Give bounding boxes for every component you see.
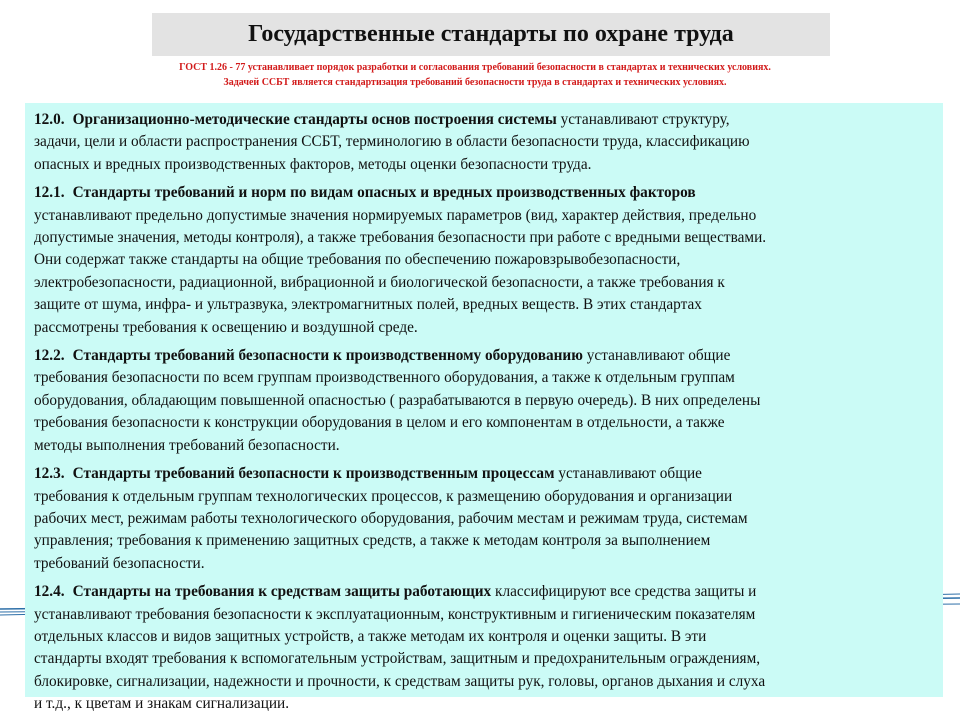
section-text-line: защите от шума, инфра- и ультразвука, электромагнитных полей, вредных веществ. В этих стандартах (34, 296, 702, 314)
section-text-line: блокировке, сигнализации, надежности и прочности, к средствам защиты рук, головы, органов дыхания и слуха (34, 672, 766, 690)
subtitle-line: ГОСТ 1.26 - 77 устанавливает порядок разработки и согласования требований безопасности в стандартах и технических условиях. (179, 62, 771, 73)
section-122-first-line (34, 345, 933, 367)
section-text-line: электробезопасности, радиационной, вибрационной и биологической безопасности, а также требования к (34, 273, 725, 291)
section-number: 12.3. (34, 465, 65, 483)
section-text: устанавливают общие (582, 347, 731, 365)
section-text-line: требования безопасности по всем группам производственного оборудования, а также к отдельным группам (34, 369, 735, 387)
section-text-line: отдельных классов и видов защитных устройств, а также методам их контроля и оценки защиты. В эти (34, 627, 707, 645)
section-text-line: Они содержат также стандарты на общие требования по обеспечению пожаровзрывобезопасности, (34, 251, 681, 269)
section-text-line: стандарты входят требования к вспомогательным устройствам, защитным и предохранительным ограждениям, (34, 650, 761, 668)
section-text-line: допустимые значения, методы контроля), а также требования безопасности при работе с вредными веществами. (34, 229, 767, 247)
section-heading: Стандарты требований безопасности к производственным процессам (72, 465, 555, 483)
subtitle-line: Задачей ССБТ является стандартизация требований безопасности труда в стандартах и технических условиях. (223, 76, 727, 88)
section-text: устанавливают структуру, (556, 111, 730, 128)
section-heading: Стандарты требований и норм по видам опасных и вредных производственных факторов (72, 184, 696, 202)
section-heading: Стандарты требований безопасности к производственному оборудованию (72, 347, 583, 365)
section-124-first-line (34, 581, 933, 603)
section-text-line: задачи, цели и области распространения ССБТ, терминологию в области безопасности труда, классификацию (34, 133, 750, 151)
section-120-first-line (34, 109, 933, 131)
section-123-first-line (34, 463, 933, 485)
section-text-line: требований безопасности. (34, 554, 205, 572)
section-number: 12.0. (34, 111, 65, 128)
section-text-line: управления; требования к применению защитных средств, а также к методам контроля за выполнением (34, 532, 711, 550)
section-text: устанавливают общие (554, 465, 702, 483)
section-heading: Стандарты на требования к средствам защиты работающих (72, 583, 492, 601)
slide-title: Государственные стандарты по охране труда (248, 21, 734, 47)
section-text-line: опасных и вредных производственных факторов, методы оценки безопасности труда. (34, 155, 592, 173)
section-text-line: и т.д., к цветам и знакам сигнализации. (34, 695, 290, 713)
title-bar (152, 13, 830, 56)
section-text-line: рассмотрены требования к освещению и воздушной среде. (34, 318, 418, 336)
subtitle (60, 61, 890, 90)
section-text-line: методы выполнения требований безопасности. (34, 436, 340, 454)
section-heading: Организационно-методические стандарты основ построения системы (72, 111, 557, 128)
section-text-line: устанавливают предельно допустимые значения нормируемых параметров (вид, характер действия, предельно (34, 206, 757, 224)
content-box (25, 103, 943, 713)
section-text-line: требования безопасности к конструкции оборудования в целом и его компонентам в отдельности, а также (34, 414, 725, 432)
section-number: 12.2. (34, 347, 65, 365)
section-text-line: рабочих мест, режимам работы технологического оборудования, рабочим местам и режимам труда, системам (34, 509, 748, 527)
section-text-line: устанавливают требования безопасности к эксплуатационным, конструктивным и гигиеническим показателям (34, 605, 756, 623)
section-121-first-line (34, 182, 933, 204)
section-text: классифицируют все средства защиты и (491, 583, 757, 601)
section-number: 12.1. (34, 184, 65, 202)
section-text-line: оборудования, обладающим повышенной опасностью ( разрабатываются в первую очередь). В них определены (34, 391, 761, 409)
section-text-line: требования к отдельным группам технологических процессов, к размещению оборудования и организации (34, 487, 733, 505)
section-number: 12.4. (34, 583, 65, 601)
